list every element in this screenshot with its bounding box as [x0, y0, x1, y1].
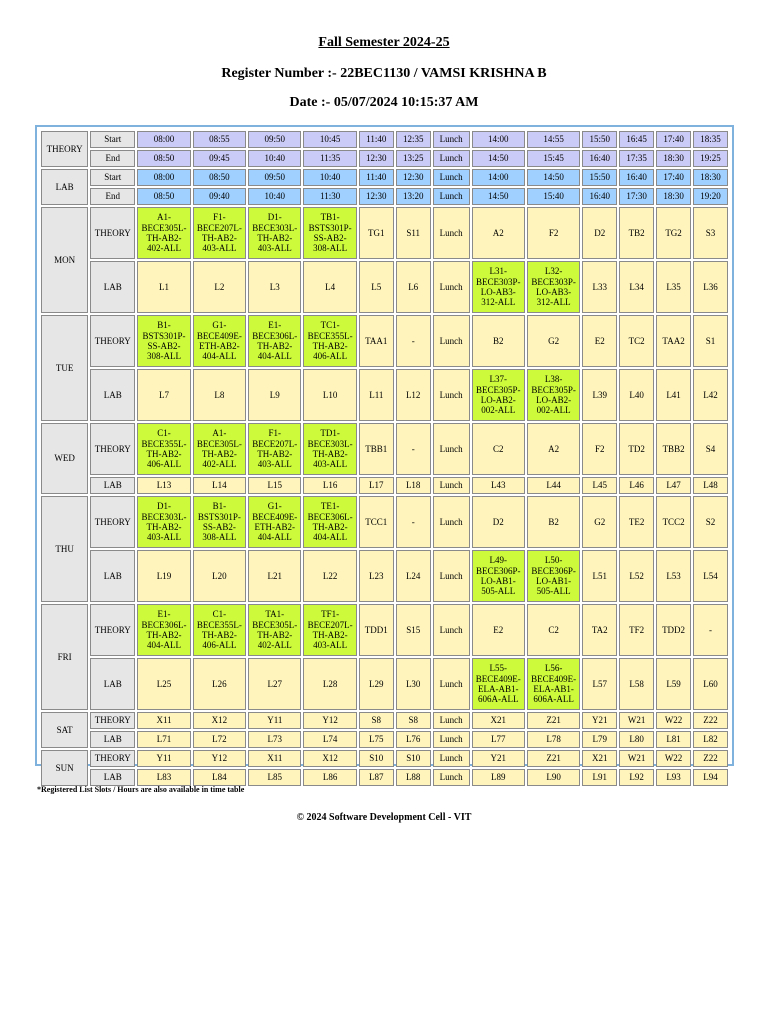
slot-cell: L16	[303, 477, 356, 494]
slot-cell: A2	[527, 423, 580, 475]
slot-cell: L20	[193, 550, 246, 602]
slot-cell: L57	[582, 658, 617, 710]
slot-cell: L45	[582, 477, 617, 494]
lab-start-time: 15:50	[582, 169, 617, 186]
slot-cell: L54	[693, 550, 728, 602]
row-tue-lab	[41, 369, 728, 421]
registered-slot: L31- BECE303P- LO-AB3- 312-ALL	[472, 261, 525, 313]
slot-cell: L51	[582, 550, 617, 602]
slot-cell: L25	[137, 658, 190, 710]
slot-cell: L86	[303, 769, 356, 786]
lab-end-time: 09:40	[193, 188, 246, 205]
row-mon-theory	[41, 207, 728, 259]
row-thu-theory	[41, 496, 728, 548]
theory-row-label: THEORY	[90, 315, 135, 367]
timetable	[39, 129, 730, 788]
slot-cell: L34	[619, 261, 654, 313]
slot-cell: S11	[396, 207, 431, 259]
registered-slot: G1- BECE409E- ETH-AB2- 404-ALL	[248, 496, 301, 548]
registered-slot: L38- BECE305P- LO-AB2- 002-ALL	[527, 369, 580, 421]
slot-cell: TAA2	[656, 315, 691, 367]
slot-cell: L73	[248, 731, 301, 748]
slot-cell: L5	[359, 261, 394, 313]
theory-start-row	[41, 131, 728, 148]
slot-cell: L39	[582, 369, 617, 421]
slot-cell: L6	[396, 261, 431, 313]
slot-cell: L60	[693, 658, 728, 710]
slot-cell: G2	[527, 315, 580, 367]
registered-slot: D1- BECE303L- TH-AB2- 403-ALL	[137, 496, 190, 548]
slot-cell: L7	[137, 369, 190, 421]
slot-cell: L93	[656, 769, 691, 786]
lunch-cell: Lunch	[433, 550, 470, 602]
slot-cell: D2	[472, 496, 525, 548]
lab-start-time: 11:40	[359, 169, 394, 186]
slot-cell: L89	[472, 769, 525, 786]
slot-cell: L15	[248, 477, 301, 494]
theory-row-label: THEORY	[90, 750, 135, 767]
day-thu-label: THU	[41, 496, 88, 602]
registered-slot: D1- BECE303L- TH-AB2- 403-ALL	[248, 207, 301, 259]
slot-cell: S15	[396, 604, 431, 656]
registered-slot: F1- BECE207L- TH-AB2- 403-ALL	[248, 423, 301, 475]
slot-cell: L58	[619, 658, 654, 710]
slot-cell: A2	[472, 207, 525, 259]
lab-start-time: 14:50	[527, 169, 580, 186]
slot-cell: L13	[137, 477, 190, 494]
slot-cell: L42	[693, 369, 728, 421]
theory-row-label: THEORY	[90, 712, 135, 729]
lab-end-time: 19:20	[693, 188, 728, 205]
slot-cell: L28	[303, 658, 356, 710]
row-sat-lab	[41, 731, 728, 748]
slot-cell: L23	[359, 550, 394, 602]
theory-start-time: 08:55	[193, 131, 246, 148]
slot-cell: X21	[472, 712, 525, 729]
slot-cell: -	[396, 423, 431, 475]
lab-end-time: Lunch	[433, 188, 470, 205]
lab-end-time: 13:20	[396, 188, 431, 205]
slot-cell: L78	[527, 731, 580, 748]
slot-cell: L71	[137, 731, 190, 748]
slot-cell: L2	[193, 261, 246, 313]
lab-end-time: 12:30	[359, 188, 394, 205]
slot-cell: TG1	[359, 207, 394, 259]
theory-end-time: 13:25	[396, 150, 431, 167]
lab-end-time: 16:40	[582, 188, 617, 205]
slot-cell: S2	[693, 496, 728, 548]
slot-cell: TDD2	[656, 604, 691, 656]
lab-row-label: LAB	[90, 369, 135, 421]
lab-end-time: 15:40	[527, 188, 580, 205]
slot-cell: TG2	[656, 207, 691, 259]
theory-end-time: 19:25	[693, 150, 728, 167]
lab-start-time: 17:40	[656, 169, 691, 186]
lunch-cell: Lunch	[433, 423, 470, 475]
lab-row-label: LAB	[90, 731, 135, 748]
registered-slot: A1- BECE305L- TH-AB2- 402-ALL	[193, 423, 246, 475]
registered-slot: E1- BECE306L- TH-AB2- 404-ALL	[248, 315, 301, 367]
slot-cell: S8	[359, 712, 394, 729]
registered-slot: G1- BECE409E- ETH-AB2- 404-ALL	[193, 315, 246, 367]
registered-slot: A1- BECE305L- TH-AB2- 402-ALL	[137, 207, 190, 259]
slot-cell: L48	[693, 477, 728, 494]
slot-cell: L29	[359, 658, 394, 710]
slot-cell: L12	[396, 369, 431, 421]
registered-slot: TA1- BECE305L- TH-AB2- 402-ALL	[248, 604, 301, 656]
slot-cell: L83	[137, 769, 190, 786]
slot-cell: -	[396, 496, 431, 548]
slot-cell: X11	[137, 712, 190, 729]
theory-end-row	[41, 150, 728, 167]
slot-cell: TBB2	[656, 423, 691, 475]
slot-cell: S3	[693, 207, 728, 259]
registered-slot: E1- BECE306L- TH-AB2- 404-ALL	[137, 604, 190, 656]
lunch-cell: Lunch	[433, 315, 470, 367]
row-mon-lab	[41, 261, 728, 313]
lunch-cell: Lunch	[433, 769, 470, 786]
lab-end-time: 14:50	[472, 188, 525, 205]
registered-slot: TD1- BECE303L- TH-AB2- 403-ALL	[303, 423, 356, 475]
slot-cell: -	[396, 315, 431, 367]
slot-cell: L87	[359, 769, 394, 786]
slot-cell: L90	[527, 769, 580, 786]
day-mon-label: MON	[41, 207, 88, 313]
theory-start-time: 17:40	[656, 131, 691, 148]
lab-timing-header: LAB	[41, 169, 88, 205]
row-wed-theory	[41, 423, 728, 475]
theory-end-time: 16:40	[582, 150, 617, 167]
slot-cell: S8	[396, 712, 431, 729]
slot-cell: L81	[656, 731, 691, 748]
slot-cell: L24	[396, 550, 431, 602]
theory-start-time: Lunch	[433, 131, 470, 148]
slot-cell: F2	[582, 423, 617, 475]
slot-cell: L43	[472, 477, 525, 494]
lab-start-time: 12:30	[396, 169, 431, 186]
slot-cell: L40	[619, 369, 654, 421]
slot-cell: Y11	[137, 750, 190, 767]
slot-cell: L46	[619, 477, 654, 494]
theory-end-time: 17:35	[619, 150, 654, 167]
slot-cell: E2	[472, 604, 525, 656]
lab-end-time: 08:50	[137, 188, 190, 205]
registered-slot: B1- BSTS301P- SS-AB2- 308-ALL	[137, 315, 190, 367]
theory-start-time: 11:40	[359, 131, 394, 148]
slot-cell: TDD1	[359, 604, 394, 656]
theory-row-label: THEORY	[90, 207, 135, 259]
lunch-cell: Lunch	[433, 750, 470, 767]
lab-start-time: 09:50	[248, 169, 301, 186]
lab-end-row	[41, 188, 728, 205]
day-wed-label: WED	[41, 423, 88, 494]
theory-end-time: Lunch	[433, 150, 470, 167]
registered-slots-note: *Registered List Slots / Hours are also available in time table	[37, 785, 245, 794]
slot-cell: TB2	[619, 207, 654, 259]
slot-cell: Z21	[527, 712, 580, 729]
slot-cell: Z21	[527, 750, 580, 767]
slot-cell: Y21	[472, 750, 525, 767]
slot-cell: L59	[656, 658, 691, 710]
slot-cell: L22	[303, 550, 356, 602]
registered-slot: TB1- BSTS301P- SS-AB2- 308-ALL	[303, 207, 356, 259]
registered-slot: TC1- BECE355L- TH-AB2- 406-ALL	[303, 315, 356, 367]
slot-cell: TBB1	[359, 423, 394, 475]
register-number: Register Number :- 22BEC1130 / VAMSI KRISHNA B	[221, 66, 547, 81]
slot-cell: L18	[396, 477, 431, 494]
copyright: © 2024 Software Development Cell - VIT	[296, 812, 472, 823]
lab-end-label: End	[90, 188, 135, 205]
registered-slot: TE1- BECE306L- TH-AB2- 404-ALL	[303, 496, 356, 548]
lab-start-time: Lunch	[433, 169, 470, 186]
lab-start-time: 16:40	[619, 169, 654, 186]
slot-cell: TCC2	[656, 496, 691, 548]
lunch-cell: Lunch	[433, 207, 470, 259]
slot-cell: W21	[619, 750, 654, 767]
row-sun-lab	[41, 769, 728, 786]
lab-end-time: 18:30	[656, 188, 691, 205]
theory-end-time: 09:45	[193, 150, 246, 167]
day-fri-label: FRI	[41, 604, 88, 710]
theory-row-label: THEORY	[90, 604, 135, 656]
slot-cell: Z22	[693, 750, 728, 767]
theory-start-label: Start	[90, 131, 135, 148]
theory-timing-header: THEORY	[41, 131, 88, 167]
slot-cell: L8	[193, 369, 246, 421]
slot-cell: L76	[396, 731, 431, 748]
registered-slot: L32- BECE303P- LO-AB3- 312-ALL	[527, 261, 580, 313]
row-tue-theory	[41, 315, 728, 367]
slot-cell: -	[693, 604, 728, 656]
slot-cell: L11	[359, 369, 394, 421]
row-fri-theory	[41, 604, 728, 656]
slot-cell: L80	[619, 731, 654, 748]
theory-start-time: 09:50	[248, 131, 301, 148]
theory-end-time: 10:40	[248, 150, 301, 167]
theory-end-time: 12:30	[359, 150, 394, 167]
theory-start-time: 18:35	[693, 131, 728, 148]
slot-cell: L84	[193, 769, 246, 786]
registered-slot: B1- BSTS301P- SS-AB2- 308-ALL	[193, 496, 246, 548]
row-fri-lab	[41, 658, 728, 710]
slot-cell: TE2	[619, 496, 654, 548]
theory-end-time: 08:50	[137, 150, 190, 167]
slot-cell: L10	[303, 369, 356, 421]
lunch-cell: Lunch	[433, 496, 470, 548]
registered-slot: L37- BECE305P- LO-AB2- 002-ALL	[472, 369, 525, 421]
theory-start-time: 10:45	[303, 131, 356, 148]
slot-cell: Z22	[693, 712, 728, 729]
registered-slot: C1- BECE355L- TH-AB2- 406-ALL	[193, 604, 246, 656]
slot-cell: L77	[472, 731, 525, 748]
theory-start-time: 14:00	[472, 131, 525, 148]
slot-cell: D2	[582, 207, 617, 259]
slot-cell: L91	[582, 769, 617, 786]
slot-cell: L1	[137, 261, 190, 313]
slot-cell: TCC1	[359, 496, 394, 548]
slot-cell: Y12	[303, 712, 356, 729]
slot-cell: L79	[582, 731, 617, 748]
slot-cell: L94	[693, 769, 728, 786]
lunch-cell: Lunch	[433, 261, 470, 313]
lab-row-label: LAB	[90, 550, 135, 602]
theory-row-label: THEORY	[90, 423, 135, 475]
registered-slot: TF1- BECE207L- TH-AB2- 403-ALL	[303, 604, 356, 656]
row-sat-theory	[41, 712, 728, 729]
theory-start-time: 08:00	[137, 131, 190, 148]
day-tue-label: TUE	[41, 315, 88, 421]
slot-cell: L41	[656, 369, 691, 421]
lab-start-time: 14:00	[472, 169, 525, 186]
slot-cell: L19	[137, 550, 190, 602]
report-date: Date :- 05/07/2024 10:15:37 AM	[289, 95, 479, 110]
row-sun-theory	[41, 750, 728, 767]
timetable-frame	[35, 125, 734, 783]
slot-cell: L44	[527, 477, 580, 494]
slot-cell: L85	[248, 769, 301, 786]
slot-cell: Y21	[582, 712, 617, 729]
registered-slot: L49- BECE306P- LO-AB1- 505-ALL	[472, 550, 525, 602]
slot-cell: X12	[303, 750, 356, 767]
theory-end-time: 18:30	[656, 150, 691, 167]
lab-start-row	[41, 169, 728, 186]
slot-cell: L14	[193, 477, 246, 494]
slot-cell: S1	[693, 315, 728, 367]
slot-cell: X12	[193, 712, 246, 729]
slot-cell: B2	[527, 496, 580, 548]
lunch-cell: Lunch	[433, 604, 470, 656]
theory-end-time: 14:50	[472, 150, 525, 167]
slot-cell: L4	[303, 261, 356, 313]
lab-start-time: 08:00	[137, 169, 190, 186]
lab-end-time: 17:30	[619, 188, 654, 205]
slot-cell: L26	[193, 658, 246, 710]
theory-end-time: 11:35	[303, 150, 356, 167]
registered-slot: L50- BECE306P- LO-AB1- 505-ALL	[527, 550, 580, 602]
slot-cell: L75	[359, 731, 394, 748]
slot-cell: TF2	[619, 604, 654, 656]
slot-cell: TC2	[619, 315, 654, 367]
slot-cell: C2	[527, 604, 580, 656]
lunch-cell: Lunch	[433, 731, 470, 748]
slot-cell: S10	[396, 750, 431, 767]
lab-end-time: 11:30	[303, 188, 356, 205]
slot-cell: L21	[248, 550, 301, 602]
slot-cell: L88	[396, 769, 431, 786]
slot-cell: L36	[693, 261, 728, 313]
slot-cell: L47	[656, 477, 691, 494]
slot-cell: TAA1	[359, 315, 394, 367]
slot-cell: G2	[582, 496, 617, 548]
slot-cell: X11	[248, 750, 301, 767]
lab-row-label: LAB	[90, 261, 135, 313]
slot-cell: L35	[656, 261, 691, 313]
day-sat-label: SAT	[41, 712, 88, 748]
slot-cell: W22	[656, 712, 691, 729]
day-sun-label: SUN	[41, 750, 88, 786]
slot-cell: L17	[359, 477, 394, 494]
row-thu-lab	[41, 550, 728, 602]
slot-cell: TA2	[582, 604, 617, 656]
slot-cell: S4	[693, 423, 728, 475]
slot-cell: L53	[656, 550, 691, 602]
lunch-cell: Lunch	[433, 658, 470, 710]
slot-cell: L3	[248, 261, 301, 313]
slot-cell: W22	[656, 750, 691, 767]
slot-cell: X21	[582, 750, 617, 767]
registered-slot: F1- BECE207L- TH-AB2- 403-ALL	[193, 207, 246, 259]
theory-start-time: 16:45	[619, 131, 654, 148]
theory-row-label: THEORY	[90, 496, 135, 548]
lab-row-label: LAB	[90, 477, 135, 494]
slot-cell: L27	[248, 658, 301, 710]
registered-slot: L55- BECE409E- ELA-AB1- 606A-ALL	[472, 658, 525, 710]
slot-cell: Y12	[193, 750, 246, 767]
lab-row-label: LAB	[90, 769, 135, 786]
lunch-cell: Lunch	[433, 712, 470, 729]
slot-cell: L33	[582, 261, 617, 313]
semester-title: Fall Semester 2024-25	[318, 35, 450, 50]
slot-cell: F2	[527, 207, 580, 259]
slot-cell: L52	[619, 550, 654, 602]
lab-end-time: 10:40	[248, 188, 301, 205]
slot-cell: C2	[472, 423, 525, 475]
theory-start-time: 12:35	[396, 131, 431, 148]
theory-start-time: 15:50	[582, 131, 617, 148]
lab-start-time: 18:30	[693, 169, 728, 186]
theory-end-time: 15:45	[527, 150, 580, 167]
slot-cell: E2	[582, 315, 617, 367]
slot-cell: W21	[619, 712, 654, 729]
slot-cell: L82	[693, 731, 728, 748]
slot-cell: S10	[359, 750, 394, 767]
theory-end-label: End	[90, 150, 135, 167]
slot-cell: L72	[193, 731, 246, 748]
registered-slot: C1- BECE355L- TH-AB2- 406-ALL	[137, 423, 190, 475]
slot-cell: L74	[303, 731, 356, 748]
lunch-cell: Lunch	[433, 369, 470, 421]
lab-start-time: 08:50	[193, 169, 246, 186]
slot-cell: B2	[472, 315, 525, 367]
slot-cell: L30	[396, 658, 431, 710]
slot-cell: TD2	[619, 423, 654, 475]
lab-row-label: LAB	[90, 658, 135, 710]
lunch-cell: Lunch	[433, 477, 470, 494]
slot-cell: L9	[248, 369, 301, 421]
lab-start-time: 10:40	[303, 169, 356, 186]
slot-cell: Y11	[248, 712, 301, 729]
row-wed-lab	[41, 477, 728, 494]
registered-slot: L56- BECE409E- ELA-AB1- 606A-ALL	[527, 658, 580, 710]
lab-start-label: Start	[90, 169, 135, 186]
theory-start-time: 14:55	[527, 131, 580, 148]
slot-cell: L92	[619, 769, 654, 786]
